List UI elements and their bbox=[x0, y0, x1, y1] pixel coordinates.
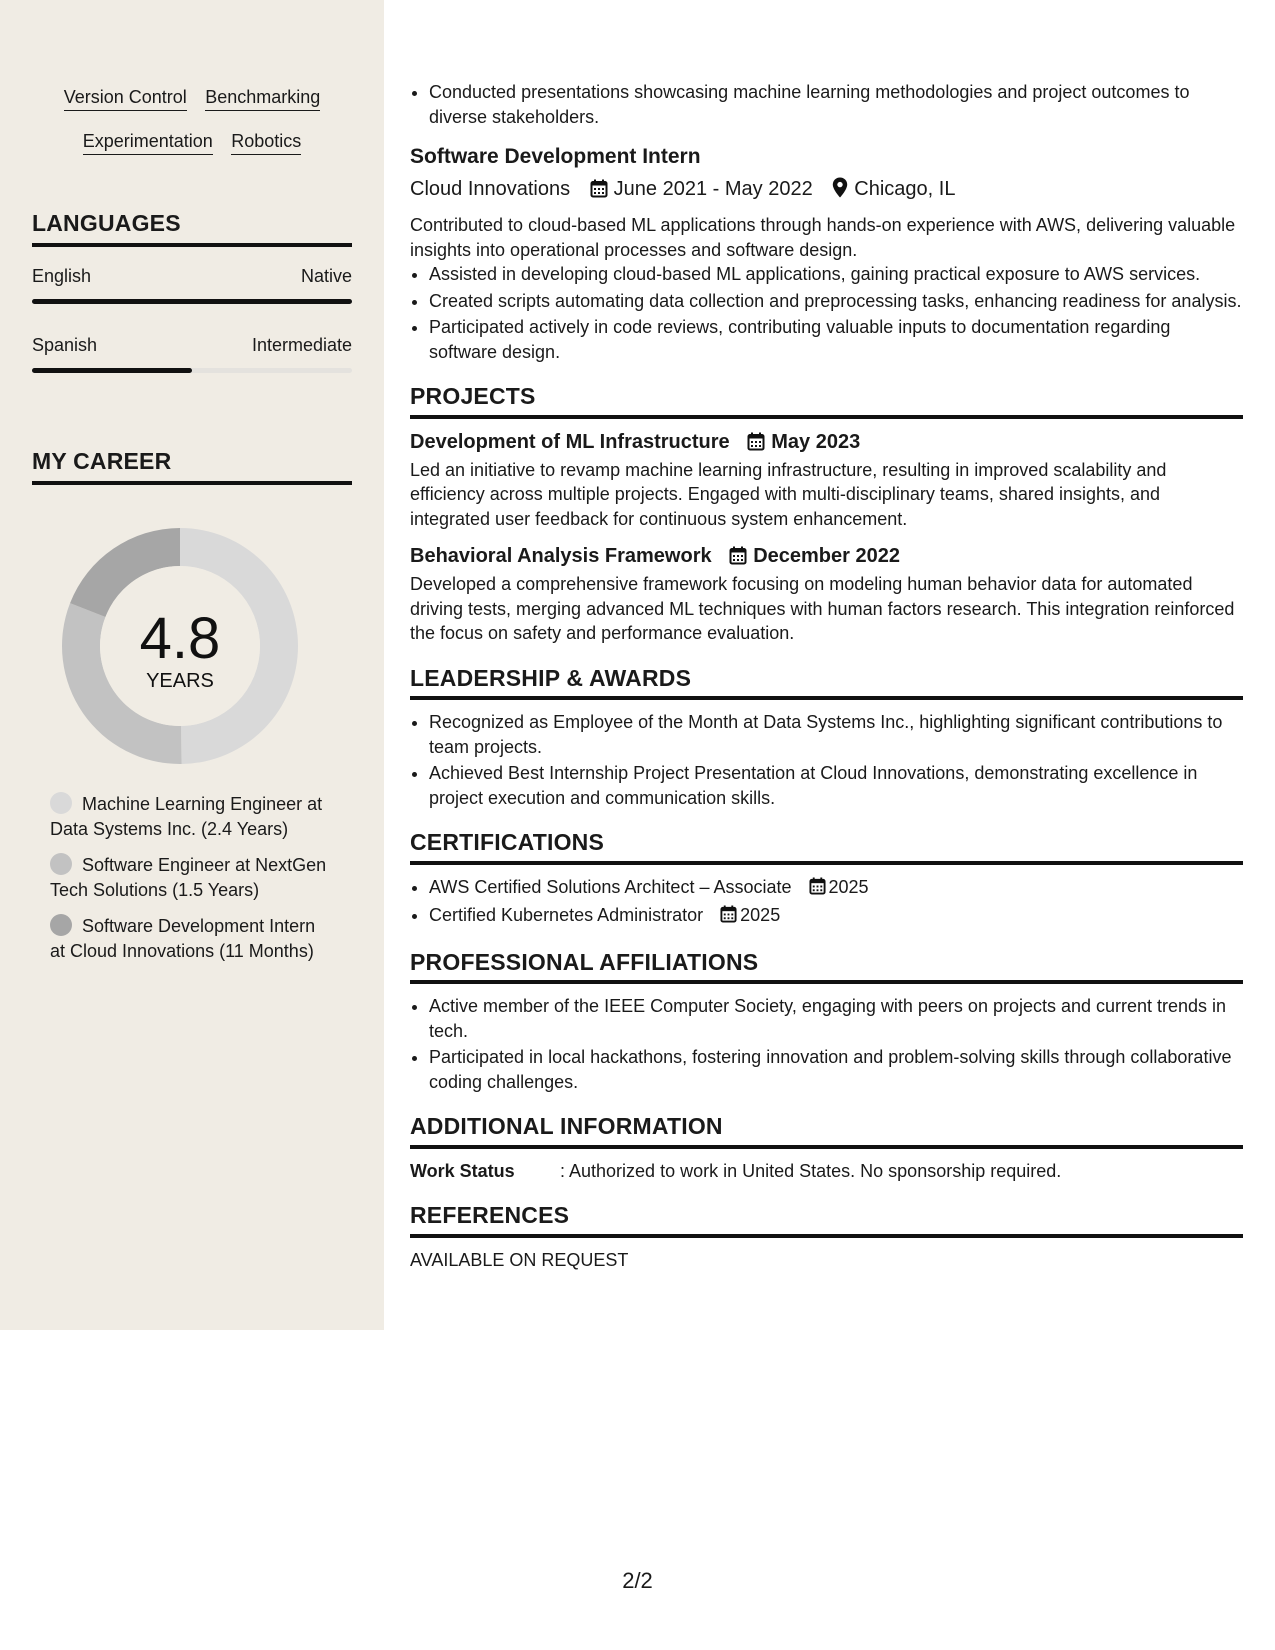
skill-tag: Experimentation bbox=[83, 129, 213, 155]
job-bullets bbox=[410, 262, 1243, 364]
job-summary: Contributed to cloud-based ML applications through hands-on experience with AWS, delivering valuable insights into operational processes and software design. bbox=[410, 215, 1236, 260]
language-bar bbox=[32, 299, 352, 304]
list-item bbox=[429, 903, 1243, 930]
list-item: • Active member of the IEEE Computer Society, engaging with peers on projects and current trends in tech. bbox=[429, 994, 1243, 1043]
list-item bbox=[429, 875, 1243, 902]
list-item: • Conducted presentations showcasing machine learning methodologies and project outcomes to diverse stakeholders. bbox=[429, 80, 1243, 129]
main-content bbox=[410, 80, 1243, 1272]
certifications-list bbox=[410, 875, 1243, 930]
list-item: • Participated actively in code reviews, contributing valuable inputs to documentation regarding software design. bbox=[429, 315, 1243, 364]
skill-tag: Version Control bbox=[64, 85, 187, 111]
certification-year: 2025 bbox=[740, 905, 781, 925]
project-item bbox=[410, 429, 1243, 532]
list-item: • Participated in local hackathons, fostering innovation and problem-solving skills through collaborative coding challenges. bbox=[429, 1045, 1243, 1094]
career-unit: YEARS bbox=[146, 670, 214, 692]
job-company: Cloud Innovations bbox=[410, 178, 571, 200]
job-meta bbox=[410, 175, 1243, 206]
language-name: English bbox=[32, 266, 92, 286]
skills-tags bbox=[32, 85, 352, 173]
list-item: • Created scripts automating data collection and preprocessing tasks, enhancing readiness for analysis. bbox=[429, 289, 1243, 314]
language-bar bbox=[32, 368, 352, 373]
calendar-icon bbox=[747, 432, 765, 458]
legend-dot bbox=[50, 792, 72, 814]
skill-tag: Robotics bbox=[231, 129, 301, 155]
calendar-icon bbox=[720, 905, 737, 930]
certifications-heading: CERTIFICATIONS bbox=[410, 830, 1243, 865]
work-status-label: Work Status bbox=[410, 1160, 515, 1181]
career-legend-item bbox=[50, 853, 335, 902]
project-item bbox=[410, 543, 1243, 646]
references-text: AVAILABLE ON REQUEST bbox=[410, 1249, 629, 1270]
location-pin-icon bbox=[832, 177, 848, 206]
job-dates: June 2021 - May 2022 bbox=[613, 178, 813, 200]
career-legend-label: Software Engineer at NextGen Tech Solutions (1.5 Years) bbox=[50, 855, 327, 900]
language-level: Native bbox=[300, 266, 352, 286]
certification-name: Certified Kubernetes Administrator bbox=[429, 905, 704, 925]
calendar-icon bbox=[809, 877, 826, 902]
project-title: Behavioral Analysis Framework bbox=[410, 545, 712, 567]
legend-dot bbox=[50, 853, 72, 875]
language-item bbox=[32, 266, 352, 304]
job-title: Software Development Intern bbox=[410, 145, 701, 168]
project-description: Led an initiative to revamp machine learning infrastructure, resulting in improved scalability and efficiency across multiple projects. Engaged with multi-disciplinary teams, shared insights, and integrated user feedback for continuous system enhancement. bbox=[410, 459, 1167, 529]
calendar-icon bbox=[590, 178, 608, 206]
leadership-list bbox=[410, 710, 1243, 810]
skills-row bbox=[32, 129, 352, 155]
references-heading: REFERENCES bbox=[410, 1203, 1243, 1238]
career-heading: MY CAREER bbox=[32, 448, 352, 485]
career-legend-item bbox=[50, 914, 335, 963]
project-description: Developed a comprehensive framework focusing on modeling human behavior data for automated driving tests, merging advanced ML techniques with human factors research. This integration reinforced the focus on safety and performance evaluation. bbox=[410, 574, 1235, 643]
career-legend bbox=[50, 792, 335, 975]
languages-heading: LANGUAGES bbox=[32, 210, 352, 247]
career-legend-label: Software Development Intern at Cloud Innovations (11 Months) bbox=[50, 916, 316, 961]
list-item: • Achieved Best Internship Project Presentation at Cloud Innovations, demonstrating excellence in project execution and communication skills. bbox=[429, 761, 1243, 810]
affiliations-list bbox=[410, 994, 1243, 1094]
experience-bullets-continued bbox=[410, 80, 1243, 129]
language-item bbox=[32, 335, 352, 373]
additional-info-heading: ADDITIONAL INFORMATION bbox=[410, 1114, 1243, 1149]
career-legend-item bbox=[50, 792, 335, 841]
language-bar-fill bbox=[32, 368, 192, 373]
certification-name: AWS Certified Solutions Architect – Associate bbox=[429, 876, 792, 897]
list-item: • Assisted in developing cloud-based ML applications, gaining practical exposure to AWS services. bbox=[429, 262, 1243, 287]
list-item: • Recognized as Employee of the Month at Data Systems Inc., highlighting significant contributions to team projects. bbox=[429, 710, 1243, 759]
project-title: Development of ML Infrastructure bbox=[410, 430, 730, 453]
projects-heading: PROJECTS bbox=[410, 384, 1243, 419]
job-location: Chicago, IL bbox=[854, 178, 956, 200]
sidebar bbox=[0, 0, 384, 1330]
language-bar-fill bbox=[32, 299, 352, 304]
calendar-icon bbox=[729, 546, 747, 572]
leadership-heading: LEADERSHIP & AWARDS bbox=[410, 666, 1243, 701]
career-total: 4.8 bbox=[139, 606, 221, 671]
work-status bbox=[410, 1159, 1243, 1184]
language-level: Intermediate bbox=[251, 335, 352, 355]
project-date: December 2022 bbox=[753, 545, 900, 567]
skill-tag: Benchmarking bbox=[205, 85, 320, 111]
career-legend-label: Machine Learning Engineer at Data Systems Inc. (2.4 Years) bbox=[50, 794, 323, 839]
legend-dot bbox=[50, 914, 72, 936]
career-donut-chart bbox=[62, 528, 298, 764]
affiliations-heading: PROFESSIONAL AFFILIATIONS bbox=[410, 950, 1243, 985]
project-date: May 2023 bbox=[771, 430, 861, 453]
work-status-value: : Authorized to work in United States. No sponsorship required. bbox=[560, 1160, 1062, 1181]
skills-row bbox=[32, 85, 352, 111]
page-number: 2/2 bbox=[622, 1568, 653, 1593]
certification-year: 2025 bbox=[828, 876, 869, 897]
language-name: Spanish bbox=[32, 335, 98, 355]
